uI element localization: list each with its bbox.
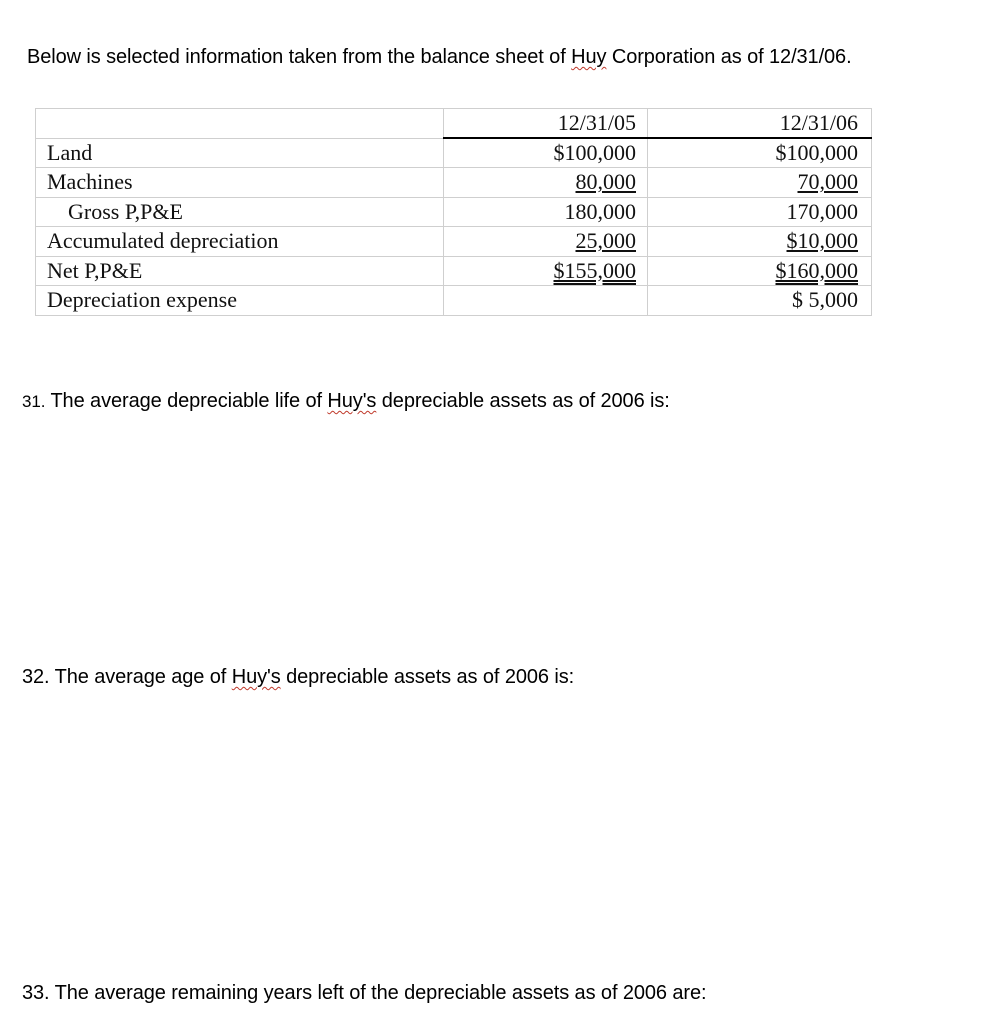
question-31 xyxy=(22,390,670,413)
intro-text-after: Corporation as of 12/31/06. xyxy=(606,46,852,68)
header-2006: 12/31/06 xyxy=(648,109,872,139)
intro-company-name: Huy xyxy=(571,46,607,68)
question-31-text-after: depreciable assets as of 2006 is: xyxy=(376,390,670,412)
machines-2005-cell xyxy=(444,168,648,198)
table-row-depreciation-expense xyxy=(36,286,872,316)
net-ppe-2006: $160,000 xyxy=(775,257,858,283)
header-2005: 12/31/05 xyxy=(444,109,648,139)
land-2005: $100,000 xyxy=(444,138,648,168)
table-row-gross-ppe xyxy=(36,197,872,227)
machines-2006: 70,000 xyxy=(797,169,858,195)
gross-ppe-2006: 170,000 xyxy=(648,197,872,227)
question-31-possessive: Huy's xyxy=(327,390,377,412)
net-ppe-2006-cell xyxy=(648,256,872,286)
dep-expense-2006: $ 5,000 xyxy=(648,286,872,316)
row-label-land: Land xyxy=(36,138,444,168)
table-header-row xyxy=(36,109,872,139)
balance-sheet-table xyxy=(35,108,872,316)
table-row-land xyxy=(36,138,872,168)
row-label-net-ppe: Net P,P&E xyxy=(36,256,444,286)
row-label-machines: Machines xyxy=(36,168,444,198)
row-label-accumulated-depreciation: Accumulated depreciation xyxy=(36,227,444,257)
net-ppe-2005-cell xyxy=(444,256,648,286)
question-32-text-after: depreciable assets as of 2006 is: xyxy=(280,666,575,688)
table-row-accumulated-depreciation xyxy=(36,227,872,257)
question-31-number: 31. xyxy=(22,392,46,411)
question-31-text-before: The average depreciable life of xyxy=(45,390,328,412)
intro-text-before: Below is selected information taken from the balance sheet of xyxy=(27,46,572,68)
question-32-number: 32. xyxy=(22,666,50,688)
machines-2005: 80,000 xyxy=(575,169,636,195)
table-row-net-ppe xyxy=(36,256,872,286)
header-label-cell xyxy=(36,109,444,139)
table-row-machines xyxy=(36,168,872,198)
question-32 xyxy=(22,666,574,689)
intro-sentence xyxy=(27,46,852,69)
dep-expense-2005 xyxy=(444,286,648,316)
question-33: 33. The average remaining years left of the depreciable assets as of 2006 are: xyxy=(22,982,707,1004)
accum-dep-2006-cell xyxy=(648,227,872,257)
question-32-text-before: The average age of xyxy=(49,666,232,688)
row-label-gross-ppe: Gross P,P&E xyxy=(36,197,444,227)
row-label-depreciation-expense: Depreciation expense xyxy=(36,286,444,316)
accum-dep-2005: 25,000 xyxy=(575,228,636,254)
net-ppe-2005: $155,000 xyxy=(553,257,636,283)
accum-dep-2006: $10,000 xyxy=(786,228,858,254)
gross-ppe-2005: 180,000 xyxy=(444,197,648,227)
accum-dep-2005-cell xyxy=(444,227,648,257)
machines-2006-cell xyxy=(648,168,872,198)
land-2006: $100,000 xyxy=(648,138,872,168)
question-32-possessive: Huy's xyxy=(231,666,281,688)
